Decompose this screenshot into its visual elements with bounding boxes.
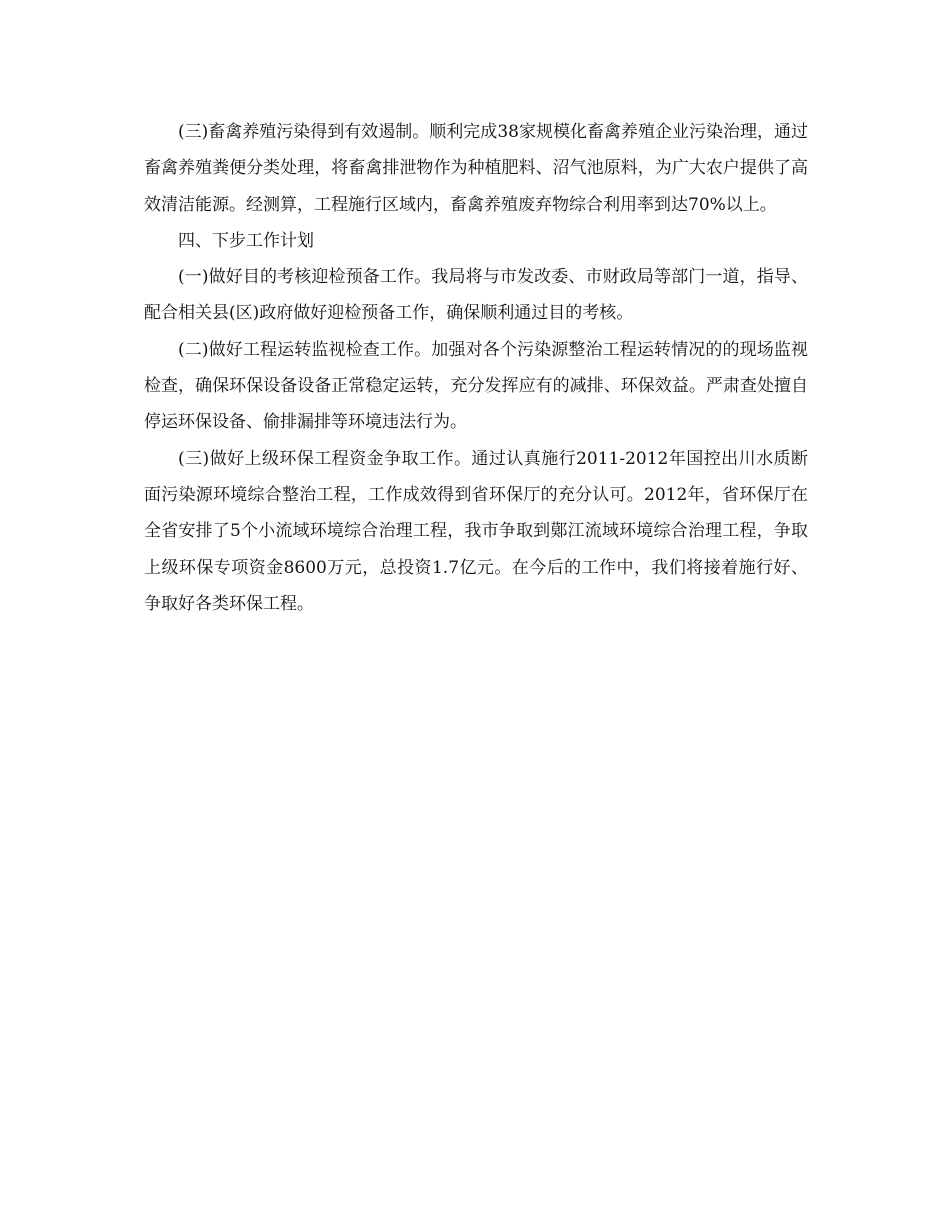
paragraph-livestock-pollution: (三)畜禽养殖污染得到有效遏制。顺利完成38家规模化畜禽养殖企业污染治理，通过畜禽养殖粪便分类处理，将畜禽排泄物作为种植肥料、沼气池原料，为广大农户提供了高效清洁能源。经测算，工程施行区域内，畜禽养殖废弃物综合利用率到达70%以上。 [144, 122, 808, 215]
paragraph-assessment-preparation: (一)做好目的考核迎检预备工作。我局将与市发改委、市财政局等部门一道，指导、配合相关县(区)政府做好迎检预备工作，确保顺利通过目的考核。 [144, 267, 808, 324]
section-heading-next-steps: 四、下步工作计划 [178, 230, 314, 251]
document-body [144, 114, 808, 622]
paragraph-project-supervision: (二)做好工程运转监视检查工作。加强对各个污染源整治工程运转情况的的现场监视检查，确保环保设备设备正常稳定运转，充分发挥应有的减排、环保效益。严肃查处擅自停运环保设备、偷排漏排等环境违法行为。 [144, 339, 808, 433]
paragraph-funding-acquisition: (三)做好上级环保工程资金争取工作。通过认真施行2011-2012年国控出川水质断面污染源环境综合整治工程，工作成效得到省环保厅的充分认可。2012年，省环保厅在全省安排了5个小流域环境综合治理工程，我市争取到鄚江流域环境综合治理工程，争取上级环保专项资金8600万元，总投资1.7亿元。在今后的工作中，我们将接着施行好、争取好各类环保工程。 [144, 448, 808, 614]
